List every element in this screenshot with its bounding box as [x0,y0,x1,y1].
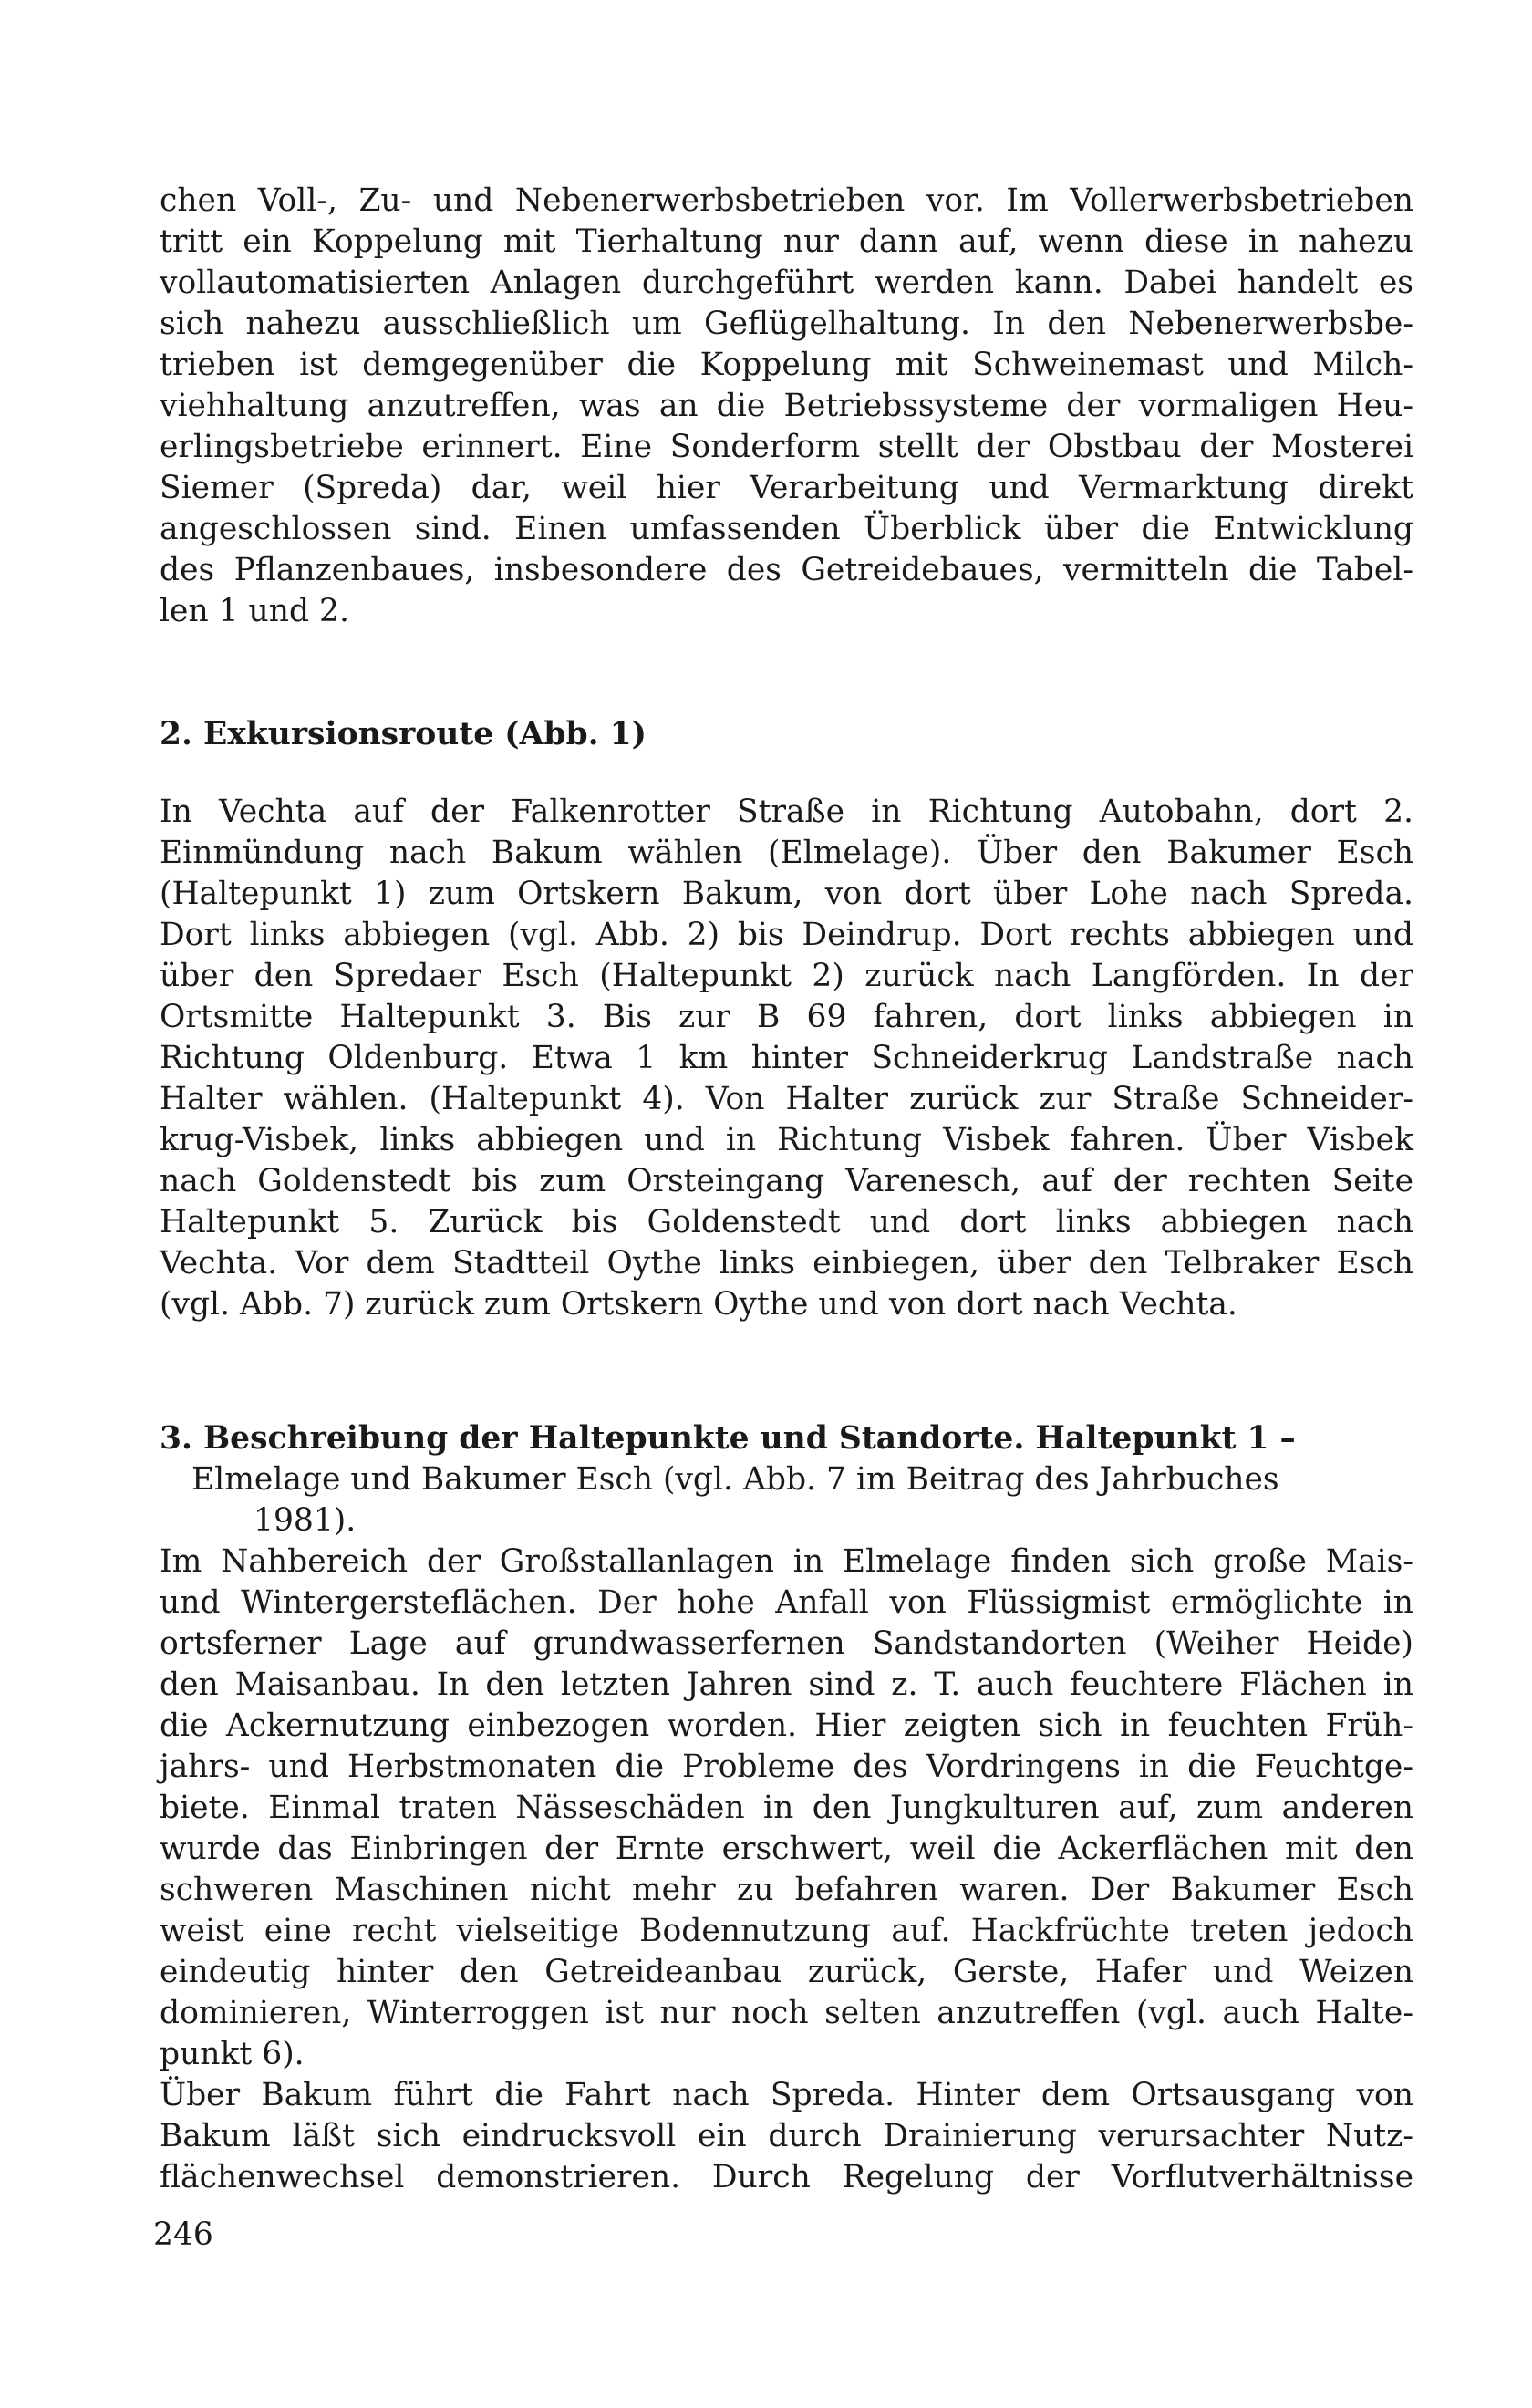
text-line: trieben ist demgegenüber die Koppelung mit Schweinemast und Milch- [160,347,1413,383]
heading-continuation: Elmelage und Bakumer Esch (vgl. Abb. 7 im Beitrag des Jahrbuches [192,1461,1279,1498]
text-line: Halter wählen. (Haltepunkt 4). Von Halter zurück zur Straße Schneider- [160,1081,1413,1117]
text-line: (Haltepunkt 1) zum Ortskern Bakum, von dort über Lohe nach Spreda. [160,876,1413,912]
heading-bold-text: 3. Beschreibung der Haltepunkte und Standorte. Haltepunkt 1 [160,1420,1269,1457]
section-heading-exkursionsroute: 2. Exkursionsroute (Abb. 1) [160,716,647,752]
text-line: Einmündung nach Bakum wählen (Elmelage). Über den Bakumer Esch [160,835,1413,871]
text-line: dominieren, Winterroggen ist nur noch selten anzutreffen (vgl. auch Halte- [160,1995,1413,2031]
heading-dash: – [1268,1420,1296,1457]
text-line: Ortsmitte Haltepunkt 3. Bis zur B 69 fahren, dort links abbiegen in [160,999,1413,1035]
text-line: ortsferner Lage auf grundwasserfernen Sandstandorten (Weiher Heide) [160,1625,1413,1662]
text-line: punkt 6). [160,2036,305,2072]
text-line: nach Goldenstedt bis zum Orsteingang Varenesch, auf der rechten Seite [160,1163,1413,1199]
text-line: Bakum läßt sich eindrucksvoll ein durch Drainierung verursachter Nutz- [160,2118,1413,2154]
text-line: weist eine recht vielseitige Bodennutzung auf. Hackfrüchte treten jedoch [160,1913,1413,1949]
text-line: schweren Maschinen nicht mehr zu befahren waren. Der Bakumer Esch [160,1872,1413,1908]
text-line: flächenwechsel demonstrieren. Durch Regelung der Vorflutverhältnisse [160,2159,1413,2195]
text-line: krug-Visbek, links abbiegen und in Richtung Visbek fahren. Über Visbek [160,1122,1413,1158]
text-line: Vechta. Vor dem Stadtteil Oythe links einbiegen, über den Telbraker Esch [160,1245,1413,1282]
text-line: Dort links abbiegen (vgl. Abb. 2) bis Deindrup. Dort rechts abbiegen und [160,917,1413,953]
section-heading-haltepunkte [160,1418,1296,1459]
text-line: die Ackernutzung einbezogen worden. Hier zeigten sich in feuchten Früh- [160,1707,1413,1744]
text-line: In Vechta auf der Falkenrotter Straße in Richtung Autobahn, dort 2. [160,794,1413,830]
text-line: wurde das Einbringen der Ernte erschwert, weil die Ackerflächen mit den [160,1831,1413,1867]
heading-continuation: 1981). [254,1502,357,1539]
text-line: des Pflanzenbaues, insbesondere des Getreidebaues, vermitteln die Tabel- [160,552,1413,588]
text-line: erlingsbetriebe erinnert. Eine Sonderform stellt der Obstbau der Mosterei [160,429,1413,465]
text-line: über den Spredaer Esch (Haltepunkt 2) zurück nach Langförden. In der [160,958,1413,994]
text-line: Richtung Oldenburg. Etwa 1 km hinter Schneiderkrug Landstraße nach [160,1040,1413,1076]
text-line: jahrs- und Herbstmonaten die Probleme des Vordringens in die Feuchtge- [160,1749,1413,1785]
text-line: angeschlossen sind. Einen umfassenden Überblick über die Entwicklung [160,511,1413,547]
page-number: 246 [153,2216,213,2253]
text-line: biete. Einmal traten Nässeschäden in den Jungkulturen auf, zum anderen [160,1790,1413,1826]
text-line: tritt ein Koppelung mit Tierhaltung nur dann auf, wenn diese in nahezu [160,223,1413,260]
text-line: len 1 und 2. [160,593,349,629]
text-line: vollautomatisierten Anlagen durchgeführt werden kann. Dabei handelt es [160,265,1413,301]
text-line: (vgl. Abb. 7) zurück zum Ortskern Oythe und von dort nach Vechta. [160,1286,1237,1323]
text-line: den Maisanbau. In den letzten Jahren sind z. T. auch feuchtere Flächen in [160,1666,1413,1703]
text-line: viehhaltung anzutreffen, was an die Betriebssysteme der vormaligen Heu- [160,388,1413,424]
text-line: Siemer (Spreda) dar, weil hier Verarbeitung und Vermarktung direkt [160,470,1413,506]
text-line: eindeutig hinter den Getreideanbau zurück, Gerste, Hafer und Weizen [160,1954,1413,1990]
text-line: sich nahezu ausschließlich um Geflügelhaltung. In den Nebenerwerbsbe- [160,306,1413,342]
text-line: Im Nahbereich der Großstallanlagen in Elmelage finden sich große Mais- [160,1543,1413,1580]
text-line: Über Bakum führt die Fahrt nach Spreda. Hinter dem Ortsausgang von [160,2077,1413,2113]
text-line: Haltepunkt 5. Zurück bis Goldenstedt und dort links abbiegen nach [160,1204,1413,1240]
text-line: chen Voll-, Zu- und Nebenerwerbsbetrieben vor. Im Vollerwerbsbetrieben [160,182,1413,219]
text-line: und Wintergersteflächen. Der hohe Anfall von Flüssigmist ermöglichte in [160,1584,1413,1621]
